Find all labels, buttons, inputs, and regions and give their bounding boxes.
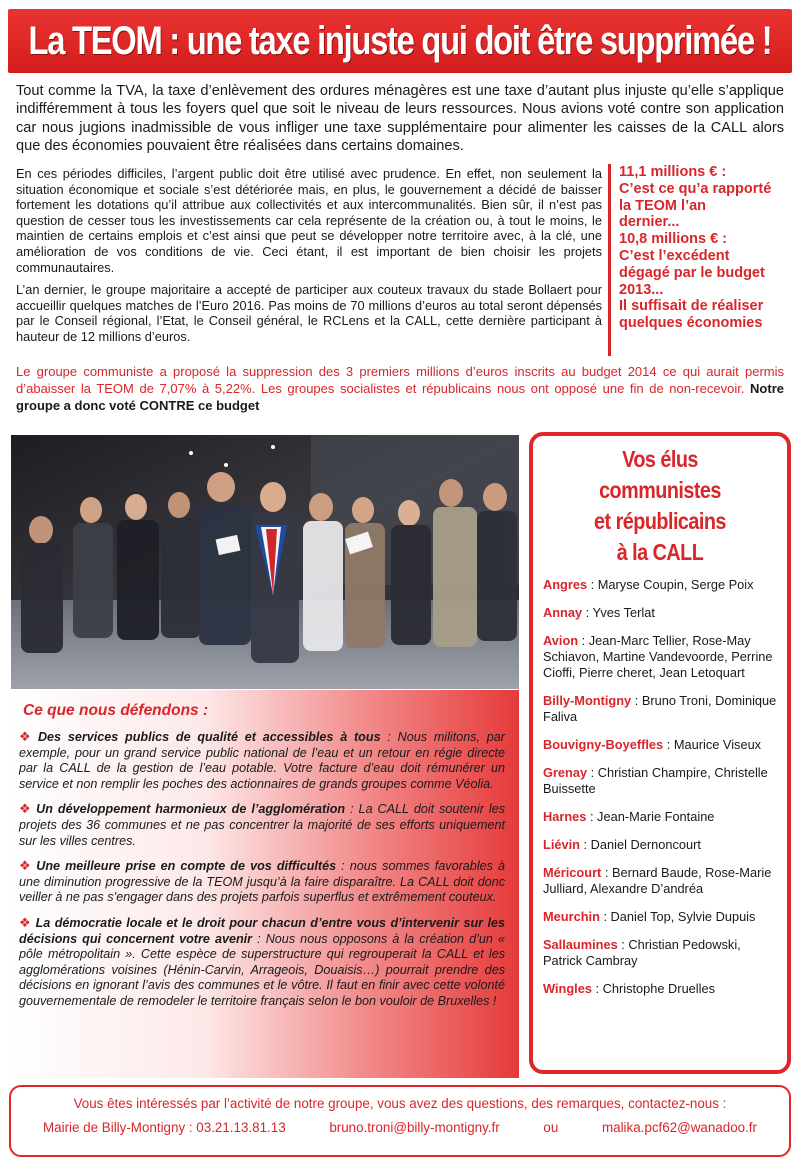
defend-item-text: : nous sommes favorables à une diminution progressive de la TEOM jusqu’à la faire disparaître. La CALL doit donc veiller à ne pas s’engager dans des projets parfois superflus et extrêmement couteux.	[19, 859, 505, 905]
commune-entry	[543, 633, 777, 681]
elected-heading-line: et républicains	[594, 508, 726, 534]
conclusion-bold-text: Notre groupe a donc voté CONTRE ce budget	[16, 381, 784, 413]
commune-entry	[543, 765, 777, 797]
body-column	[16, 166, 602, 352]
commune-entry	[543, 605, 777, 621]
defend-item	[19, 729, 505, 792]
commune-entry	[543, 837, 777, 853]
intro-paragraph: Tout comme la TVA, la taxe d’enlèvement des ordures ménagères est une taxe d’autant plus injuste qu’elle s’applique indifféremment à tous les foyers quel que soit le niveau de leurs ressources. Nous avions voté contre son application car nous jugions inadmissible de vous infliger une taxe supplémentaire pour alimenter les caisses de la CALL alors que des économies pouvaient être réalisées dans certains domaines.	[16, 83, 784, 154]
commune-entry	[543, 981, 777, 997]
commune-members: : Bernard Baude, Rose-Marie Julliard, Alexandre D’andréa	[543, 865, 772, 896]
side-note-line: quelques économies	[619, 315, 763, 332]
elected-members-box	[529, 432, 791, 1074]
email-bruno[interactable]: bruno.troni@billy-montigny.fr	[329, 1120, 500, 1135]
defend-heading: Ce que nous défendons :	[23, 702, 209, 719]
defend-item-text: : La CALL doit soutenir les projets des 36 communes et ne pas concentrer la majorité de ses efforts uniquement sur les villes centres.	[19, 802, 505, 848]
commune-name: Grenay	[543, 765, 588, 780]
contact-footer	[9, 1085, 791, 1157]
commune-members: : Yves Terlat	[582, 605, 655, 620]
diamond-bullet-icon: ❖	[19, 801, 33, 817]
defend-item	[19, 801, 505, 849]
defend-item-lead: Des services publics de qualité et accessibles à tous	[37, 730, 381, 744]
email-malika[interactable]: malika.pcf62@wanadoo.fr	[601, 1120, 757, 1135]
diamond-bullet-icon: ❖	[19, 729, 34, 744]
group-photo-illustration	[11, 435, 519, 689]
commune-members: : Christian Champire, Christelle Buissette	[543, 765, 768, 796]
defend-item-lead: Une meilleure prise en compte de vos difficultés	[36, 859, 337, 874]
commune-name: Meurchin	[543, 909, 600, 924]
defend-item	[19, 858, 505, 906]
side-note-line: C’est ce qu’a rapporté	[619, 180, 772, 197]
defend-item-lead: Un développement harmonieux de l’agglomération	[36, 802, 346, 817]
side-note-line: dernier...	[619, 214, 680, 231]
page-title: La TEOM : une taxe injuste qui doit être supprimée !	[28, 18, 772, 63]
defend-item-text: : Nous militons, par exemple, pour un grand service public national de l’eau et un retour en régie directe par la CALL de la gestion de l’eau potable. Votre facture d’eau doit rémunérer un service et non remplir les poches des actionnaires de grands groupes comme Véolia.	[19, 730, 505, 791]
commune-name: Avion	[543, 633, 579, 648]
side-note-line: 10,8 millions € :	[619, 231, 727, 248]
commune-members: : Bruno Troni, Dominique Faliva	[543, 693, 777, 724]
commune-members: : Daniel Dernoncourt	[579, 837, 701, 852]
commune-members: : Maryse Coupin, Serge Poix	[587, 577, 754, 592]
commune-entry	[543, 937, 777, 969]
commune-name: Wingles	[543, 981, 592, 996]
commune-name: Liévin	[543, 837, 580, 852]
side-note-line: C’est l’excédent	[619, 247, 730, 264]
elected-heading-line: Vos élus communistes	[599, 446, 721, 503]
group-photo	[11, 435, 519, 689]
defend-section	[11, 690, 519, 1078]
commune-name: Bouvigny-Boyeffles	[543, 737, 664, 752]
commune-name: Harnes	[543, 809, 587, 824]
commune-name: Annay	[543, 605, 583, 620]
diamond-bullet-icon: ❖	[19, 858, 33, 874]
side-note-line: dégagé par le budget	[619, 264, 765, 281]
contact-details	[11, 1120, 789, 1135]
commune-name: Angres	[543, 577, 588, 592]
commune-members: : Christophe Druelles	[591, 981, 715, 996]
commune-entry	[543, 865, 777, 897]
defend-item	[19, 915, 505, 1010]
commune-members: : Maurice Viseux	[663, 737, 762, 752]
commune-name: Méricourt	[543, 865, 602, 880]
defend-item-text: : Nous nous opposons à la création d’un « pôle métropolitain ». Cette espèce de superstructure qui regrouperait la CALL et les agglomérations voisines (Hénin-Carvin, Arrageois, Douaisis…) pourrait prendre des décisions en ignorant l’avis des communes et le vôtre. Il faut en finir avec cette volonté gouvernementale de remodeler le territoire français selon le bon vouloir de Bruxelles !	[19, 931, 505, 1008]
commune-entry	[543, 693, 777, 725]
conclusion-red-text: Le groupe communiste a proposé la suppression des 3 premiers millions d’euros inscrits au budget 2014 ce qui aurait permis d’abaisser la TEOM de 7,07% à 5,22%. Les groupes socialistes et républicains nous ont opposé une fin de non-recevoir.	[16, 364, 784, 396]
commune-entry	[543, 809, 777, 825]
commune-members: : Daniel Top, Sylvie Dupuis	[599, 909, 756, 924]
title-banner	[8, 9, 792, 73]
side-note-line: Il suffisait de réaliser	[619, 298, 764, 315]
commune-members: : Jean-Marc Tellier, Rose-May Schiavon, Martine Vandevoorde, Perrine Cioffi, Pierre cheret, Jean Letoquart	[543, 633, 773, 680]
elected-heading-line: à la CALL	[616, 539, 704, 565]
elected-heading	[559, 444, 760, 568]
commune-name: Sallaumines	[543, 937, 618, 952]
or-separator: ou	[543, 1120, 559, 1135]
body-paragraph-1: En ces périodes difficiles, l’argent public doit être utilisé avec prudence. En effet, non seulement la situation économique et sociale s’est détériorée mais, en plus, le gouvernement a décidé de baisser fortement les dotations qu’il attribue aux collectivités et aux intercommunalités. Bien sûr, il n’est pas question de cesser tous les investissements car cela représente de la création ou, à tout le moins, le maintien de certains emplois et c’est ainsi que peut se développer notre territoire avec, à la clé, une amélioration de vos conditions de vie. Ceci étant, il est important de bien choisir les projets communautaires.	[16, 166, 602, 275]
conclusion-paragraph	[16, 363, 784, 414]
commune-entry	[543, 909, 777, 925]
defend-item-lead: La démocratie locale et le droit pour chacun d’entre vous d’intervenir sur les décisions qui concernent votre avenir	[19, 915, 505, 946]
commune-name: Billy-Montigny	[543, 693, 632, 708]
commune-entry	[543, 737, 777, 753]
side-note	[608, 164, 792, 356]
mairie-phone: Mairie de Billy-Montigny : 03.21.13.81.13	[43, 1120, 286, 1135]
side-note-line: la TEOM l’an	[619, 197, 707, 214]
contact-invite: Vous êtes intéressés par l’activité de notre groupe, vous avez des questions, des remarques, contactez-nous :	[73, 1096, 727, 1111]
diamond-bullet-icon: ❖	[19, 914, 32, 930]
side-note-line: 11,1 millions € :	[619, 164, 727, 180]
commune-members: : Jean-Marie Fontaine	[586, 809, 715, 824]
side-note-line: 2013...	[619, 281, 664, 298]
commune-entry	[543, 577, 777, 593]
commune-members: : Christian Pedowski, Patrick Cambray	[543, 937, 741, 968]
body-paragraph-2: L’an dernier, le groupe majoritaire a accepté de participer aux couteux travaux du stade Bollaert pour accueillir quelques matches de l’Euro 2016. Pas moins de 70 millions d’euros au total seront dépensés par le Conseil régional, l’Etat, le Conseil général, le RCLens et la CALL, cette dernière participant à hauteur de 12 millions d’euros.	[16, 282, 602, 344]
